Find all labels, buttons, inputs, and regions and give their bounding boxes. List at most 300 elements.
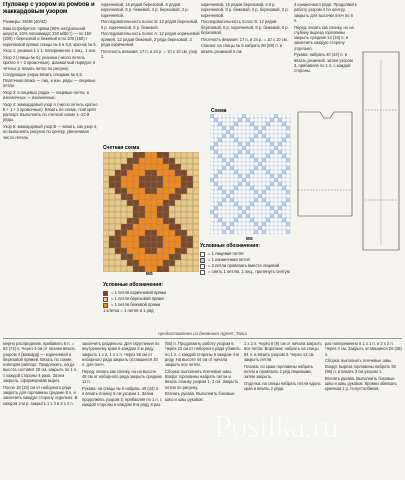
scheme-cell: [274, 114, 278, 118]
scheme-cell: [266, 158, 270, 162]
scheme-cell: [242, 114, 246, 118]
scheme-title: Схема: [211, 108, 227, 114]
scheme-cell: [266, 126, 270, 130]
pattern-sketch-body: [294, 108, 356, 220]
scheme-cell: [258, 218, 262, 222]
scheme-cell: [278, 118, 282, 122]
scheme-cell: [242, 166, 246, 170]
scheme-cell: [270, 146, 274, 150]
scheme-cell: [270, 178, 274, 182]
chart-cell: [157, 206, 163, 212]
chart-cell: [175, 170, 181, 176]
scheme-cell: [286, 162, 290, 166]
chart-cell: [169, 182, 175, 188]
scheme-cell: [254, 222, 258, 226]
chart-cell: [157, 266, 163, 272]
chart-cell: [151, 200, 157, 206]
scheme-cell: [214, 154, 218, 158]
scheme-cell: [282, 126, 286, 130]
chart-cell: [139, 254, 145, 260]
scheme-cell: [234, 170, 238, 174]
chart-cell: [163, 236, 169, 242]
chart-cell: [175, 230, 181, 236]
scheme-cell: [218, 150, 222, 154]
scheme-cell: [238, 130, 242, 134]
scheme-cell: [282, 198, 286, 202]
scheme-cell: [254, 122, 258, 126]
scheme-cell: [234, 138, 238, 142]
scheme-cell: [238, 218, 242, 222]
chart-cell: [193, 254, 199, 260]
scheme-cell: [234, 226, 238, 230]
scheme-cell: [286, 142, 290, 146]
scheme-cell: [282, 210, 286, 214]
chart-cell: [151, 188, 157, 194]
chart-cell: [181, 266, 187, 272]
scheme-cell: [270, 118, 274, 122]
chart-cell: [139, 224, 145, 230]
chart-cell: [109, 188, 115, 194]
chart-cell: [169, 194, 175, 200]
scheme-cell: [234, 194, 238, 198]
scheme-cell: [230, 206, 234, 210]
chart-cell: [121, 218, 127, 224]
chart-cell: [109, 212, 115, 218]
scheme-cell: [258, 186, 262, 190]
chart-cell: [187, 218, 193, 224]
scheme-cell: [266, 118, 270, 122]
scheme-cell: [270, 186, 274, 190]
scheme-cell: [214, 214, 218, 218]
scheme-cell: [278, 190, 282, 194]
scheme-cell: [270, 182, 274, 186]
scheme-cell: [210, 122, 214, 126]
scheme-cell: [234, 190, 238, 194]
swatch-purl: [200, 258, 205, 263]
chart-cell: [193, 200, 199, 206]
chart-cell: [169, 158, 175, 164]
chart-cell: [133, 254, 139, 260]
legend-label: = 1 петля березовой пряжи: [111, 296, 164, 301]
scheme-cell: [222, 190, 226, 194]
chart-cell: [175, 242, 181, 248]
chart-cell: [193, 266, 199, 272]
scheme-cell: [234, 230, 238, 234]
chart-cell: [187, 212, 193, 218]
intro-paragraph: Узор 4: жаккардовый узор А (число петель кратно 8 + 1 + 2 кромочные). Вязать по схеме, повторяя раппорт. Выполнять по счетной схеме 1–22-й ряды.: [3, 101, 98, 123]
scheme-cell: [254, 230, 258, 234]
scheme-cell: [222, 230, 226, 234]
scheme-cell: [258, 166, 262, 170]
scheme-cell: [226, 226, 230, 230]
chart-cell: [175, 260, 181, 266]
scheme-cell: [250, 158, 254, 162]
chart-cell: [133, 182, 139, 188]
counting-chart-title: Счетная схема: [103, 145, 140, 151]
chart-cell: [175, 158, 181, 164]
scheme-cell: [274, 166, 278, 170]
scheme-cell: [250, 230, 254, 234]
scheme-cell: [234, 122, 238, 126]
scheme-cell: [222, 218, 226, 222]
scheme-cell: [262, 198, 266, 202]
scheme-cell: [266, 114, 270, 118]
legend-label: = 1 петля коричневой пряжи: [111, 290, 166, 295]
scheme-cell: [278, 218, 282, 222]
scheme-cell: [238, 182, 242, 186]
scheme-cell: [250, 118, 254, 122]
scheme-cell: [274, 190, 278, 194]
chart-cell: [181, 236, 187, 242]
scheme-cell: [238, 186, 242, 190]
legend-colors: [103, 282, 199, 314]
scheme-cell: [266, 138, 270, 142]
chart-cell: [169, 266, 175, 272]
scheme-cell: [250, 154, 254, 158]
bottom-paragraph: 1 х 2 п. Через 8 (9) см от начала закрыть все петли. Воротник: набрать на спицы 84 п. и вязать узором 2. Через 12 см закрыть петли.: [244, 341, 322, 362]
chart-cell: [133, 164, 139, 170]
chart-cell: [181, 260, 187, 266]
scheme-cell: [214, 194, 218, 198]
scheme-cell: [254, 162, 258, 166]
scheme-cell: [246, 222, 250, 226]
scheme-cell: [234, 158, 238, 162]
chart-cell: [103, 164, 109, 170]
scheme-cell: [242, 214, 246, 218]
scheme-cell: [238, 178, 242, 182]
chart-cell: [151, 224, 157, 230]
chart-cell: [169, 248, 175, 254]
scheme-cell: [210, 214, 214, 218]
chart-cell: [175, 176, 181, 182]
scheme-cell: [242, 170, 246, 174]
scheme-cell: [266, 194, 270, 198]
chart-cell: [121, 170, 127, 176]
swatch-ssk: [200, 270, 205, 275]
chart-cell: [181, 188, 187, 194]
scheme-cell: [222, 198, 226, 202]
scheme-cell: [210, 198, 214, 202]
scheme-cell: [262, 190, 266, 194]
bottom-paragraph: Рукава: на спицы № 5 набрать 40 (44) п. и вязать планку 6 см узором 1. Затем продолжить узором 3, прибавляя по 1 п. с каждой стороны в каждом 8-м ряду 8 раз.: [82, 386, 162, 408]
scheme-cell: [218, 146, 222, 150]
scheme-cell: [270, 194, 274, 198]
scheme-cell: [234, 198, 238, 202]
scheme-cell: [286, 214, 290, 218]
scheme-cell: [278, 114, 282, 118]
scheme-cell: [234, 178, 238, 182]
chart-cell: [181, 194, 187, 200]
bottom-paragraph: Планка: по краю горловины набрать петли и провязать 1 ряд лицевыми, затем закрыть.: [244, 363, 314, 380]
scheme-cell: [230, 198, 234, 202]
scheme-cell: [218, 170, 222, 174]
chart-cell: [103, 212, 109, 218]
scheme-cell: [234, 222, 238, 226]
scheme-cell: [274, 142, 278, 146]
scheme-cell: [274, 154, 278, 158]
midr-paragraph: Последовательность полос Б: 12 рядов березовой, 6 р. коричневой, 8 р. бежевой, 6 р. березовой.: [201, 19, 289, 35]
chart-cell: [139, 194, 145, 200]
chart-cell: [121, 200, 127, 206]
scheme-cell: [274, 122, 278, 126]
chart-cell: [109, 248, 115, 254]
chart-cell: [109, 260, 115, 266]
chart-cell: [187, 158, 193, 164]
scheme-cell: [218, 178, 222, 182]
chart-cell: [145, 224, 151, 230]
chart-cell: [157, 164, 163, 170]
scheme-cell: [250, 126, 254, 130]
scheme-cell: [230, 230, 234, 234]
scheme-cell: [214, 170, 218, 174]
chart-cell: [139, 260, 145, 266]
scheme-cell: [278, 198, 282, 202]
scheme-cell: [258, 114, 262, 118]
scheme-cell: [214, 178, 218, 182]
scheme-cell: [286, 190, 290, 194]
scheme-cell: [254, 178, 258, 182]
scheme-cell: [222, 222, 226, 226]
text-column-middle-right: [201, 2, 291, 106]
scheme-cell: [238, 230, 242, 234]
scheme-cell: [282, 162, 286, 166]
chart-cell: [151, 236, 157, 242]
middle-paragraph: Последовательность полос Б: 12 рядов березовой, 6 р. коричневой, 8 р. бежевой.: [101, 19, 199, 30]
chart-cell: [145, 242, 151, 248]
scheme-cell: [270, 154, 274, 158]
chart-cell: [163, 176, 169, 182]
scheme-cell: [210, 126, 214, 130]
chart-cell: [145, 212, 151, 218]
scheme-cell: [210, 206, 214, 210]
chart-cell: [151, 230, 157, 236]
scheme-cell: [262, 194, 266, 198]
scheme-cell: [214, 142, 218, 146]
scheme-cell: [210, 190, 214, 194]
chart-cell: [109, 242, 115, 248]
scheme-cell: [238, 222, 242, 226]
scheme-cell: [238, 190, 242, 194]
scheme-cell: [258, 142, 262, 146]
legend-title: Условные обозначения:: [103, 282, 163, 288]
scheme-cell: [282, 174, 286, 178]
scheme-cell: [262, 126, 266, 130]
chart-cell: [109, 158, 115, 164]
scheme-cell: [286, 230, 290, 234]
scheme-cell: [242, 122, 246, 126]
chart-cell: [121, 266, 127, 272]
chart-cell: [193, 176, 199, 182]
chart-cell: [103, 194, 109, 200]
chart-cell: [151, 152, 157, 158]
chart-cell: [169, 200, 175, 206]
scheme-cell: [210, 202, 214, 206]
scheme-cell: [230, 218, 234, 222]
scheme-cell: [254, 214, 258, 218]
chart-cell: [157, 194, 163, 200]
scheme-cell: [278, 122, 282, 126]
scheme-cell: [214, 206, 218, 210]
chart-cell: [187, 170, 193, 176]
chart-cell: [127, 182, 133, 188]
chart-cell: [193, 260, 199, 266]
scheme-cell: [278, 134, 282, 138]
scheme-cell: [210, 222, 214, 226]
scheme-cell: [266, 186, 270, 190]
bottom-paragraph: раз попеременно в 1 х 1 п. и 2 х 2 п. Через 4 см. Закрыть оставшиеся 26 (28) п.: [325, 341, 402, 357]
scheme-cell: [226, 170, 230, 174]
scheme-cell: [270, 174, 274, 178]
scheme-cell: [254, 194, 258, 198]
scheme-cell: [218, 226, 222, 230]
chart-cell: [187, 260, 193, 266]
scheme-cell: [254, 170, 258, 174]
scheme-cell: [266, 210, 270, 214]
scheme-cell: [286, 194, 290, 198]
chart-cell: [175, 248, 181, 254]
scheme-cell: [262, 226, 266, 230]
chart-cell: [133, 230, 139, 236]
chart-cell: [139, 152, 145, 158]
chart-cell: [169, 152, 175, 158]
scheme-cell: [234, 134, 238, 138]
scheme-cell: [234, 218, 238, 222]
chart-cell: [139, 200, 145, 206]
scheme-cell: [222, 194, 226, 198]
scheme-cell: [222, 226, 226, 230]
chart-cell: [175, 188, 181, 194]
chart-cell: [187, 164, 193, 170]
scheme-cell: [282, 138, 286, 142]
scheme-cell: [278, 142, 282, 146]
scheme-cell: [282, 134, 286, 138]
scheme-cell: [250, 166, 254, 170]
chart-cell: [175, 164, 181, 170]
chart-cell: [103, 170, 109, 176]
watermark: Posilka.ru: [214, 408, 338, 444]
scheme-cell: [218, 154, 222, 158]
scheme-cell: [242, 190, 246, 194]
scheme-cell: [238, 194, 242, 198]
chart-cell: [181, 242, 187, 248]
scheme-cell: [214, 166, 218, 170]
scheme-cell: [230, 130, 234, 134]
scheme-cell: [226, 146, 230, 150]
scheme-cell: [226, 194, 230, 198]
chart-cell: [139, 158, 145, 164]
chart-cell: [145, 176, 151, 182]
scheme-cell: [278, 202, 282, 206]
chart-cell: [151, 206, 157, 212]
bottom-paragraph: Втачать рукава. Выполнить боковые швы и швы рукавов.: [165, 391, 235, 402]
chart-cell: [181, 182, 187, 188]
chart-cell: [175, 206, 181, 212]
scheme-cell: [282, 130, 286, 134]
scheme-cell: [230, 134, 234, 138]
chart-cell: [103, 176, 109, 182]
scheme-cell: [214, 222, 218, 226]
scheme-cell: [286, 134, 290, 138]
chart-cell: [163, 188, 169, 194]
scheme-cell: [254, 202, 258, 206]
chart-cell: [133, 152, 139, 158]
chart-cell: [193, 242, 199, 248]
scheme-cell: [246, 118, 250, 122]
scheme-cell: [270, 210, 274, 214]
scheme-cell: [246, 214, 250, 218]
chart-cell: [163, 230, 169, 236]
scheme-cell: [266, 146, 270, 150]
chart-cell: [115, 230, 121, 236]
chart-cell: [163, 254, 169, 260]
scheme-cell: [210, 134, 214, 138]
scheme-cell: [234, 214, 238, 218]
scheme-cell: [210, 130, 214, 134]
chart-cell: [187, 254, 193, 260]
scheme-cell: [214, 218, 218, 222]
swatch-birch: [103, 297, 108, 302]
chart-cell: [133, 194, 139, 200]
scheme-cell: [270, 114, 274, 118]
scheme-cell: [218, 206, 222, 210]
scheme-cell: [246, 122, 250, 126]
legend-note-text: 1 клетка = 1 петля и 1 ряд: [103, 308, 154, 313]
scheme-cell: [210, 146, 214, 150]
scheme-cell: [274, 134, 278, 138]
scheme-cell: [246, 154, 250, 158]
chart-cell: [103, 206, 109, 212]
scheme-cell: [214, 158, 218, 162]
scheme-cell: [222, 134, 226, 138]
chart-cell: [163, 224, 169, 230]
scheme-cell: [262, 130, 266, 134]
chart-cell: [127, 218, 133, 224]
chart-cell: [163, 218, 169, 224]
chart-cell: [145, 194, 151, 200]
scheme-cell: [238, 206, 242, 210]
scheme-cell: [262, 114, 266, 118]
scheme-cell: [274, 214, 278, 218]
chart-cell: [187, 152, 193, 158]
scheme-cell: [246, 166, 250, 170]
chart-cell: [121, 248, 127, 254]
scheme-cell: [214, 146, 218, 150]
scheme-cell: [222, 174, 226, 178]
scheme-cell: [214, 174, 218, 178]
scheme-cell: [258, 154, 262, 158]
chart-cell: [109, 152, 115, 158]
chart-cell: [193, 188, 199, 194]
scheme-cell: [238, 214, 242, 218]
scheme-cell: [278, 138, 282, 142]
chart-cell: [175, 152, 181, 158]
scheme-cell: [226, 218, 230, 222]
scheme-cell: [222, 126, 226, 130]
scheme-cell: [282, 122, 286, 126]
scheme-cell: [254, 186, 258, 190]
scheme-cell: [258, 138, 262, 142]
chart-cell: [139, 230, 145, 236]
chart-cell: [115, 176, 121, 182]
scheme-cell: [286, 130, 290, 134]
scheme-cell: [222, 182, 226, 186]
scheme-cell: [210, 118, 214, 122]
scheme-cell: [222, 178, 226, 182]
chart-cell: [133, 170, 139, 176]
scheme-cell: [266, 214, 270, 218]
scheme-cell: [246, 142, 250, 146]
swatch-beige: [103, 303, 108, 308]
